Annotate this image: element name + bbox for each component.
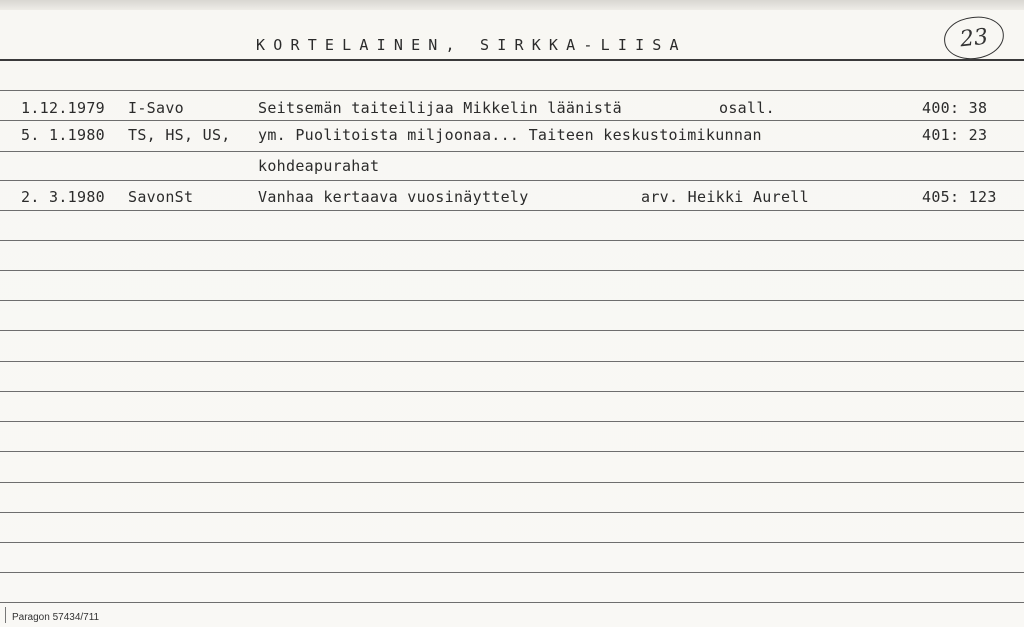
ruled-line [0,180,1024,181]
entry-text: kohdeapurahat [258,157,380,175]
ruled-line [0,572,1024,573]
entry-note: arv. Heikki Aurell [641,188,809,206]
ruled-line [0,151,1024,152]
card-edge-mark [5,607,6,623]
ruled-line [0,210,1024,211]
ruled-line [0,120,1024,121]
entry-source: SavonSt [128,188,194,206]
entry-source: TS, HS, US, [128,126,231,144]
ruled-line [0,300,1024,301]
ruled-line [0,451,1024,452]
ruled-line [0,90,1024,91]
card-title: KORTELAINEN, SIRKKA-LIISA [256,36,687,54]
card-top-edge [0,0,1024,10]
ruled-line [0,330,1024,331]
ruled-line [0,361,1024,362]
ruled-line [0,542,1024,543]
entry-ref: 401: 23 [922,126,988,144]
ruled-line [0,602,1024,603]
ruled-line [0,421,1024,422]
card-number: 23 [958,24,990,52]
ruled-line [0,391,1024,392]
entry-ref: 400: 38 [922,99,988,117]
entry-date: 1.12.1979 [21,99,105,117]
entry-ref: 405: 123 [922,188,997,206]
entry-date: 5. 1.1980 [21,126,105,144]
entry-text: Vanhaa kertaava vuosinäyttely [258,188,529,206]
card-footer: Paragon 57434/711 [12,612,100,623]
ruled-line [0,240,1024,241]
ruled-line [0,270,1024,271]
header-rule [0,59,1024,61]
entry-note: osall. [719,99,775,117]
entry-text: ym. Puolitoista miljoonaa... Taiteen keskustoimikunnan [258,126,762,144]
card-number-circled [942,14,1006,62]
entry-text: Seitsemän taiteilijaa Mikkelin läänistä [258,99,622,117]
entry-source: I-Savo [128,99,184,117]
entry-date: 2. 3.1980 [21,188,105,206]
ruled-line [0,482,1024,483]
ruled-line [0,512,1024,513]
